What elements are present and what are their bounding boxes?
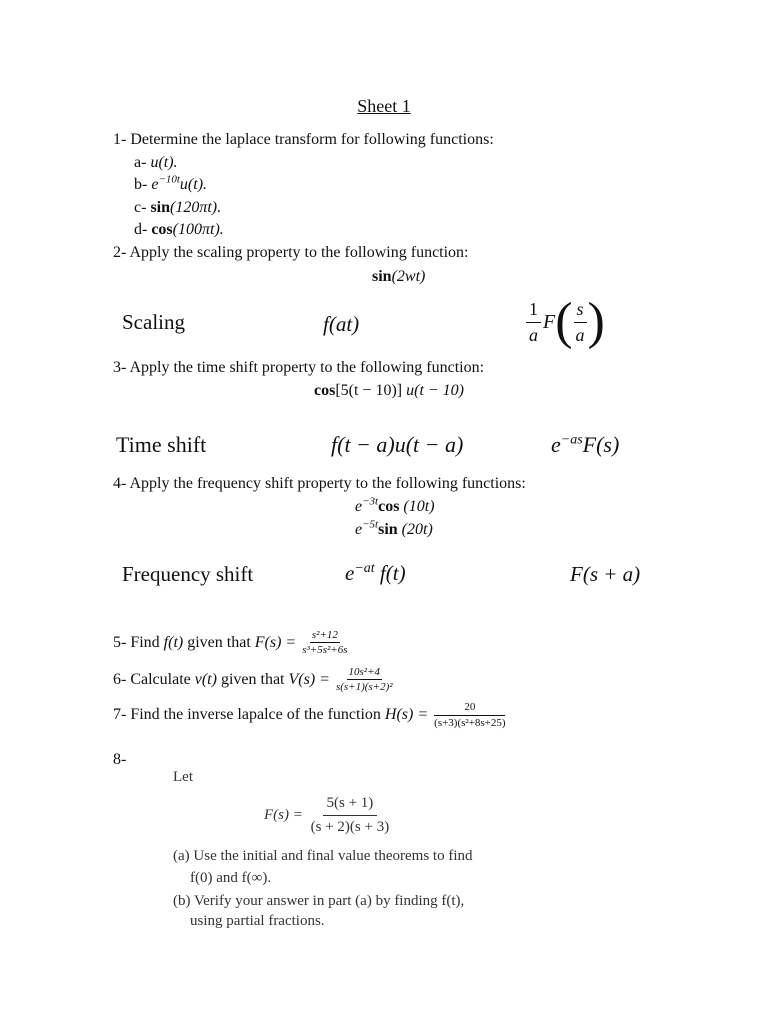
q8-denominator: (s + 2)(s + 3) — [310, 819, 390, 835]
freqshift-f — [345, 561, 406, 586]
question-5 — [113, 629, 350, 656]
q2-function — [372, 268, 425, 286]
q1-item-b-sup: −10t — [158, 173, 180, 186]
q8-numerator: 5(s + 1) — [323, 795, 378, 816]
question-3-number: 3- — [113, 359, 127, 376]
question-1-text: Determine the laplace transform for following functions: — [130, 131, 494, 148]
question-5-text-a: Find — [130, 633, 160, 651]
question-7-text: Find the inverse lapalce of the function — [130, 706, 381, 723]
timeshift-name: Time shift — [116, 432, 207, 457]
scaling-lparen: ( — [555, 293, 573, 350]
question-7-H: H(s) = — [384, 706, 429, 723]
q4-f2-sup: −5t — [362, 518, 379, 531]
scaling-s: s — [574, 299, 587, 323]
question-4-number: 4- — [113, 475, 127, 492]
q3-expr1: [5(t − 10)] — [335, 382, 403, 399]
q4-f1-sup: −3t — [362, 495, 379, 508]
question-1-number: 1- — [113, 131, 127, 148]
q1-item-c-fn: sin — [150, 199, 171, 216]
q1-item-b-rest: u(t). — [179, 176, 208, 193]
question-5-F: F(s) = — [254, 633, 297, 651]
scaling-a1: a — [529, 324, 538, 345]
question-4-text: Apply the frequency shift property to the following functions: — [129, 475, 526, 492]
q1-item-b — [134, 173, 208, 194]
q1-item-c-expr: (120πt). — [170, 199, 222, 216]
question-7 — [113, 701, 508, 729]
q8-part-a-line1: (a) Use the initial and final value theorems to find — [173, 848, 473, 864]
scaling-rparen: ) — [587, 293, 605, 350]
q2-fn: sin — [372, 268, 392, 285]
q8-part-b-line1: (b) Verify your answer in part (a) by finding f(t), — [173, 893, 465, 909]
question-2-number: 2- — [113, 244, 127, 261]
scaling-f: f(at) — [323, 312, 360, 336]
freqshift-sup: −at — [354, 561, 375, 576]
q6-fraction — [334, 666, 395, 693]
q8-part-b-line2: using partial fractions. — [190, 913, 325, 929]
question-2 — [113, 244, 469, 262]
freqshift-name: Frequency shift — [122, 562, 254, 586]
q8-fraction — [307, 795, 394, 836]
q4-f1-fn: cos — [378, 498, 400, 515]
freqshift-ft: f(t) — [379, 561, 406, 585]
timeshift-e: e — [551, 432, 561, 457]
q7-fraction — [432, 701, 507, 729]
scaling-one-over-a — [526, 299, 541, 346]
question-1 — [113, 131, 494, 149]
question-4 — [113, 475, 526, 493]
timeshift-f: f(t − a)u(t − a) — [331, 432, 464, 457]
q1-item-a-label: a- — [134, 154, 147, 171]
question-6-text-b: given that — [220, 670, 285, 688]
q8-equation — [264, 795, 393, 836]
q1-item-c — [134, 199, 221, 217]
q4-f1-base: e — [355, 498, 363, 515]
q7-denominator: (s+3)(s²+8s+25) — [434, 717, 506, 729]
q1-item-d-expr: (100πt). — [172, 221, 224, 238]
scaling-a2: a — [575, 324, 585, 345]
freqshift-e: e — [345, 561, 355, 585]
q4-f1-arg: (10t) — [403, 498, 435, 515]
q7-numerator: 20 — [434, 701, 505, 716]
q5-fraction — [300, 629, 349, 656]
scaling-s-over-a — [573, 299, 588, 346]
q3-fn: cos — [314, 382, 336, 399]
q4-f2-fn: sin — [378, 521, 398, 538]
timeshift-result — [551, 432, 619, 458]
question-6-V: V(s) = — [288, 670, 330, 688]
scaling-one: 1 — [526, 299, 541, 323]
question-7-number: 7- — [113, 706, 127, 723]
q6-denominator: s(s+1)(s+2)² — [335, 681, 393, 693]
q6-numerator: 10s²+4 — [348, 666, 381, 678]
timeshift-F: F(s) — [582, 432, 620, 457]
q1-item-a — [134, 154, 178, 172]
q4-function-2 — [355, 518, 433, 539]
scaling-result — [526, 290, 605, 354]
question-5-number: 5- — [113, 633, 127, 651]
freqshift-result: F(s + a) — [570, 562, 641, 586]
q2-expr: (2wt) — [391, 268, 426, 285]
q1-item-c-label: c- — [134, 199, 147, 216]
question-6-text-a: Calculate — [130, 670, 191, 688]
question-5-text-b: given that — [187, 633, 251, 651]
question-6 — [113, 666, 395, 693]
q4-f2-base: e — [355, 521, 363, 538]
question-6-number: 6- — [113, 670, 127, 688]
q1-item-d-fn: cos — [151, 221, 173, 238]
page-title: Sheet 1 — [357, 96, 411, 116]
q3-expr2: u(t − 10) — [406, 382, 465, 399]
question-3-text: Apply the time shift property to the following function: — [129, 359, 485, 376]
q5-numerator: s²+12 — [311, 629, 338, 641]
question-3 — [113, 359, 484, 377]
question-5-f: f(t) — [163, 633, 184, 651]
q5-denominator: s³+5s²+6s — [302, 644, 348, 656]
q1-item-d — [134, 221, 224, 239]
question-8-number: 8- — [113, 751, 127, 768]
q1-item-d-label: d- — [134, 221, 148, 238]
q4-function-1 — [355, 495, 435, 516]
q4-f2-arg: (20t) — [401, 521, 433, 538]
question-6-v: v(t) — [194, 670, 217, 688]
q8-let: Let — [173, 769, 193, 785]
q3-function — [314, 382, 464, 400]
timeshift-sup: −as — [560, 432, 583, 448]
scaling-F: F — [543, 310, 556, 333]
q8-part-a-line2: f(0) and f(∞). — [190, 870, 272, 886]
question-2-text: Apply the scaling property to the following function: — [129, 244, 469, 261]
q1-item-a-expr: u(t). — [150, 154, 178, 171]
q1-item-b-base: e — [151, 176, 159, 193]
q1-item-b-label: b- — [134, 176, 148, 193]
q8-F: F(s) = — [264, 807, 303, 823]
scaling-name: Scaling — [122, 310, 185, 334]
